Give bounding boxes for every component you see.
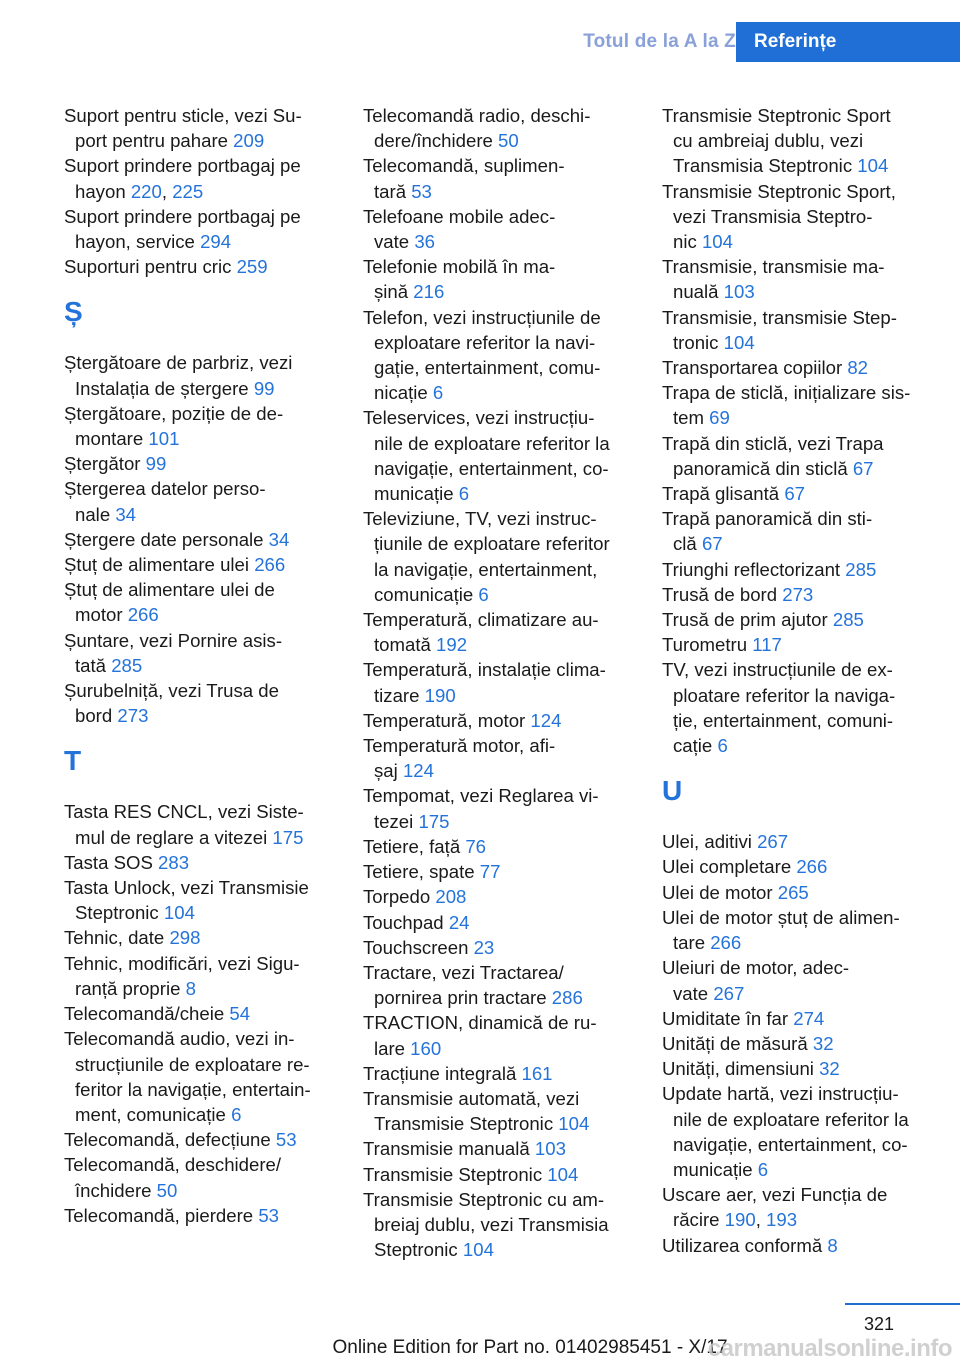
index-column-2	[363, 103, 633, 1262]
page-ref-link[interactable]: 76	[465, 835, 487, 857]
index-entry	[662, 103, 932, 179]
index-entry	[363, 859, 633, 884]
index-entry	[64, 925, 334, 950]
page-ref-link[interactable]: 283	[158, 851, 190, 873]
index-term: Suport prindere portbagaj pe hayon	[64, 155, 301, 202]
index-entry	[662, 557, 932, 582]
index-term: TV, vezi instrucțiunile de ex- ploatare referitor la naviga- ție, entertainment, comuni- cație	[662, 659, 896, 757]
index-column-1	[64, 103, 334, 1228]
page-ref-link[interactable]: 266	[710, 932, 742, 954]
index-entry	[662, 955, 932, 1005]
index-entry	[363, 1162, 633, 1187]
index-entry: Uscare aer, vezi Funcția de răcire 190, 193	[662, 1184, 888, 1231]
index-entry	[363, 204, 633, 254]
index-entry	[662, 829, 932, 854]
index-term: Televiziune, TV, vezi instruc- țiunile de exploatare referitor la navigație, entertainment, comunicație	[363, 508, 610, 605]
index-entry	[64, 552, 334, 577]
index-entry	[64, 678, 334, 728]
page-ref-link[interactable]: 117	[752, 634, 782, 656]
page-ref-link[interactable]: 67	[701, 533, 723, 555]
index-term: Touchpad	[363, 911, 449, 933]
index-entry	[363, 834, 633, 859]
page-number: 321	[863, 1314, 894, 1334]
index-entry	[363, 103, 633, 153]
index-letter-heading: Ș	[64, 296, 83, 328]
index-entry	[662, 305, 932, 355]
page-ref-link[interactable]: 23	[473, 936, 495, 958]
page-ref-link[interactable]: 104	[857, 155, 889, 177]
page-ref-link[interactable]: 36	[414, 231, 435, 253]
index-entry	[363, 884, 633, 909]
footer-rule	[845, 1303, 960, 1305]
index-entry	[64, 1152, 334, 1202]
index-term: Tasta Unlock, vezi Transmisie Steptronic	[64, 877, 309, 924]
index-term: Trapă panoramică din sti- clă	[662, 508, 873, 555]
page-ref-link[interactable]: 265	[777, 881, 809, 903]
index-entry: Suport prindere portbagaj pe hayon 220, 225	[64, 155, 301, 202]
page-ref-link[interactable]: 190	[424, 684, 456, 706]
index-term: Transportarea copiilor	[662, 357, 848, 379]
index-term: Transmisie, transmisie ma- nuală	[662, 256, 885, 303]
index-entry	[662, 380, 932, 430]
index-term: Temperatură, instalație clima- tizare	[363, 659, 606, 706]
index-term: Tetiere, față	[363, 835, 466, 857]
page-ref-link[interactable]: 274	[793, 1007, 825, 1029]
page-ref-link[interactable]: 175	[418, 810, 450, 832]
index-term: Suport pentru sticle, vezi Su- port pentru pahare	[64, 105, 302, 152]
page-ref-link[interactable]: 285	[111, 654, 143, 676]
index-entry	[662, 355, 932, 380]
index-entry	[662, 854, 932, 879]
page-ref-link[interactable]: 99	[145, 453, 167, 475]
index-term: Transmisie Steptronic	[363, 1163, 548, 1185]
page-ref-link[interactable]: 124	[530, 709, 562, 731]
index-term: Telecomandă, defecțiune	[64, 1129, 276, 1151]
index-term: Suport prindere portbagaj pe hayon, service	[64, 205, 301, 253]
index-entry	[363, 254, 633, 304]
index-term: Șurubelniță, vezi Trusa de bord	[64, 680, 279, 727]
index-term: Temperatură, climatizare au- tomată	[363, 609, 599, 656]
index-term: Unități, dimensiuni	[662, 1058, 820, 1080]
index-term: TRACTION, dinamică de ru- lare	[363, 1012, 597, 1059]
index-entry	[64, 476, 334, 526]
index-term: Ulei completare	[662, 856, 797, 878]
index-entry	[64, 1001, 334, 1026]
index-term: Uscare aer, vezi Funcția de răcire	[662, 1184, 888, 1231]
index-term: Transmisie, transmisie Step- tronic	[662, 306, 897, 353]
index-term: Telecomandă, deschidere/ închidere	[64, 1154, 282, 1201]
index-entry	[363, 1187, 633, 1263]
page-ref-link[interactable]: 101	[148, 428, 180, 450]
index-term: Telecomandă audio, vezi in- strucțiunile de exploatare re- feritor la navigație, entertain- ment, comunicație	[64, 1028, 311, 1125]
index-entry	[662, 880, 932, 905]
page-ref-link[interactable]: 99	[253, 377, 275, 399]
index-entry	[662, 1233, 932, 1258]
page-ref-link[interactable]: 6	[757, 1158, 769, 1180]
page-ref-link[interactable]: 266	[127, 604, 159, 626]
index-term: Telecomandă/cheie	[64, 1003, 230, 1025]
page-ref-link[interactable]: 50	[498, 130, 519, 152]
tab-references[interactable]: Referințe	[736, 22, 960, 62]
index-term: Turometru	[662, 634, 753, 656]
index-term: Uleiuri de motor, adec- vate	[662, 957, 850, 1004]
page-ref-link[interactable]: 6	[458, 483, 470, 505]
index-term: Ștergere date personale	[64, 528, 269, 550]
page-ref-link[interactable]: 286	[551, 987, 583, 1009]
page-ref-link[interactable]: 225	[172, 180, 204, 202]
page-ref-link[interactable]: 273	[782, 583, 814, 605]
index-entry	[662, 431, 932, 481]
index-term: Temperatură motor, afi- șaj	[363, 735, 556, 782]
index-entry	[363, 783, 633, 833]
index-entry	[64, 204, 334, 254]
index-entry	[662, 1006, 932, 1031]
index-entry	[64, 103, 334, 153]
index-term: Update hartă, vezi instrucțiu- nile de exploatare referitor la navigație, entertainment, co- municație	[662, 1083, 909, 1180]
index-entry	[363, 960, 633, 1010]
index-term: Transmisie Steptronic Sport cu ambreiaj dublu, vezi Transmisia Steptronic	[662, 105, 891, 177]
index-entry	[662, 1081, 932, 1182]
index-entry	[64, 875, 334, 925]
index-entry	[363, 607, 633, 657]
page-ref-link[interactable]: 8	[827, 1234, 838, 1256]
index-term: Suporturi pentru cric	[64, 256, 237, 278]
index-term: Touchscreen	[363, 936, 474, 958]
index-term: Ulei, aditivi	[662, 831, 758, 853]
index-term: Utilizarea conformă	[662, 1234, 828, 1256]
index-letter-heading: T	[64, 745, 82, 777]
index-term: Șuntare, vezi Pornire asis- tată	[64, 629, 283, 676]
index-entry	[64, 850, 334, 875]
index-term: Transmisie automată, vezi Transmisie Steptronic	[363, 1087, 580, 1135]
index-term: Trusă de prim ajutor	[662, 609, 833, 631]
index-entry	[662, 905, 932, 955]
page-ref-link[interactable]: 32	[812, 1032, 834, 1054]
index-term: Trapă glisantă	[662, 483, 785, 505]
index-term: Teleservices, vezi instrucțiu- nile de exploatare referitor la navigație, entertainment, co- municație	[363, 407, 610, 505]
page-ref-link[interactable]: 24	[448, 911, 470, 933]
index-entry	[662, 1031, 932, 1056]
footer-edition: Online Edition for Part no. 01402985451 - X/17	[332, 1337, 728, 1358]
page-ref-link[interactable]: 104	[558, 1113, 590, 1135]
index-entry	[363, 733, 633, 783]
index-term: Transmisie Steptronic Sport, vezi Transmisia Steptro- nic	[662, 180, 896, 253]
index-entry	[64, 451, 334, 476]
index-entry	[64, 350, 334, 400]
index-entry	[64, 1127, 334, 1152]
index-term: Torpedo	[363, 886, 436, 908]
page-ref-link[interactable]: 294	[200, 231, 232, 253]
page-ref-link[interactable]: 54	[229, 1003, 251, 1025]
index-entry	[363, 1010, 633, 1060]
index-entry	[363, 506, 633, 607]
index-entry	[662, 254, 932, 304]
index-term: Telefon, vezi instrucțiunile de exploatare referitor la navi- gație, entertainment, comu- nicație	[363, 306, 601, 404]
index-term: Tasta RES CNCL, vezi Siste- mul de reglare a vitezei	[64, 801, 304, 848]
index-entry	[64, 577, 334, 627]
index-term: Tasta SOS	[64, 851, 159, 873]
page-ref-link[interactable]: 175	[272, 826, 304, 848]
page-ref-link[interactable]: 77	[479, 861, 501, 883]
page-ref-link[interactable]: 34	[268, 528, 290, 550]
page-ref-link[interactable]: 266	[796, 856, 828, 878]
page-ref-link[interactable]: 6	[231, 1103, 242, 1125]
index-entry	[662, 1056, 932, 1081]
index-entry	[662, 607, 932, 632]
page-ref-link[interactable]: 220	[130, 180, 162, 202]
page-ref-link[interactable]: 259	[236, 256, 268, 278]
index-entry	[363, 1061, 633, 1086]
index-entry	[662, 179, 932, 255]
index-entry	[662, 632, 932, 657]
index-term: Telefonie mobilă în ma- șină	[363, 256, 556, 303]
index-term: Telecomandă, suplimen- tară	[363, 155, 565, 202]
page-ref-link[interactable]: 216	[413, 281, 445, 303]
index-term: Triunghi reflectorizant	[662, 558, 846, 580]
index-column-3	[662, 103, 932, 1258]
page-ref-link[interactable]: 161	[521, 1062, 553, 1084]
page-ref-link[interactable]: 160	[410, 1037, 442, 1059]
page-ref-link[interactable]: 104	[163, 902, 195, 924]
index-entry	[363, 405, 633, 506]
index-entry	[64, 254, 334, 279]
page-ref-link[interactable]: 6	[432, 382, 444, 404]
index-term: Tehnic, date	[64, 927, 170, 949]
index-term: Ștuț de alimentare ulei de motor	[64, 579, 275, 626]
index-entry	[363, 657, 633, 707]
index-entry	[64, 1203, 334, 1228]
index-entry	[64, 799, 334, 849]
page-ref-link[interactable]: 285	[832, 609, 864, 631]
page-ref-link[interactable]: 53	[258, 1204, 280, 1226]
index-entry	[64, 1026, 334, 1127]
index-entry	[662, 506, 932, 556]
index-term: Ștergerea datelor perso- nale	[64, 478, 266, 525]
index-term: Umiditate în far	[662, 1007, 794, 1029]
page-ref-link[interactable]: 104	[547, 1163, 579, 1185]
index-term: Ștergător	[64, 453, 146, 475]
page-ref-link[interactable]: 208	[435, 886, 467, 908]
index-term: Tempomat, vezi Reglarea vi- tezei	[363, 785, 599, 832]
page-ref-link[interactable]: 104	[723, 331, 755, 353]
page-ref-link[interactable]: 6	[717, 735, 728, 757]
index-term: Telecomandă radio, deschi- dere/închidere	[363, 105, 591, 152]
index-term: Ștergătoare de parbriz, vezi Instalația de ștergere	[64, 352, 293, 399]
page-ref-link[interactable]: 103	[534, 1138, 566, 1160]
section-breadcrumb[interactable]: Totul de la A la Z	[583, 31, 736, 52]
index-term: Ulei de motor	[662, 881, 778, 903]
index-term: Temperatură, motor	[363, 709, 531, 731]
index-term: Tractare, vezi Tractarea/ pornirea prin tractare	[363, 961, 564, 1009]
index-entry	[662, 657, 932, 758]
index-entry	[363, 153, 633, 203]
index-entry	[363, 910, 633, 935]
page-ref-link[interactable]: 267	[757, 831, 789, 853]
page-ref-link[interactable]: 69	[709, 407, 730, 429]
index-entry	[64, 951, 334, 1001]
page-ref-link[interactable]: 6	[478, 583, 489, 605]
index-term: Transmisie Steptronic cu am- breiaj dublu, vezi Transmisia Steptronic	[363, 1188, 609, 1261]
index-term: Tetiere, spate	[363, 861, 480, 883]
page-ref-link[interactable]: 267	[713, 982, 745, 1004]
index-term: Ulei de motor ștuț de alimen- tare	[662, 906, 900, 954]
index-letter-heading: U	[662, 775, 683, 807]
index-term: Tehnic, modificări, vezi Sigu- ranță proprie	[64, 952, 300, 999]
index-entry	[363, 935, 633, 960]
index-entry	[662, 481, 932, 506]
page-ref-link[interactable]: 8	[185, 977, 196, 999]
page-ref-link[interactable]: 104	[462, 1239, 494, 1261]
index-entry	[363, 708, 633, 733]
index-term: Ștergătoare, poziție de de- montare	[64, 402, 284, 450]
index-entry	[363, 1136, 633, 1161]
page-header	[0, 22, 960, 62]
page-ref-link[interactable]: 285	[845, 558, 877, 580]
page-ref-link[interactable]: 53	[275, 1129, 297, 1151]
page-ref-link[interactable]: 209	[233, 130, 265, 152]
index-term: Telecomandă, pierdere	[64, 1204, 259, 1226]
page-ref-link[interactable]: 273	[117, 705, 149, 727]
index-entry	[363, 1086, 633, 1136]
page-ref-link[interactable]: 67	[784, 483, 805, 505]
index-term: Trapa de sticlă, inițializare sis- tem	[662, 382, 911, 429]
page-ref-link[interactable]: 193	[766, 1209, 798, 1231]
index-term: Trapă din sticlă, vezi Trapa panoramică din sticlă	[662, 432, 884, 479]
index-entry	[64, 628, 334, 678]
page-ref-link[interactable]: 104	[701, 231, 733, 253]
page-ref-link[interactable]: 190	[724, 1209, 756, 1231]
page-ref-link[interactable]: 82	[847, 357, 869, 379]
index-term: Transmisie manuală	[363, 1138, 535, 1160]
index-term: Ștuț de alimentare ulei	[64, 554, 255, 576]
index-term: Trusă de bord	[662, 583, 783, 605]
page-ref-link[interactable]: 298	[169, 927, 201, 949]
index-entry	[662, 582, 932, 607]
page-ref-link[interactable]: 103	[723, 281, 755, 303]
index-entry	[363, 305, 633, 406]
index-term: Unități de măsură	[662, 1032, 813, 1054]
page-ref-link[interactable]: 32	[819, 1058, 840, 1080]
page-ref-link[interactable]: 34	[115, 503, 137, 525]
index-term: Telefoane mobile adec- vate	[363, 205, 556, 253]
page-ref-link[interactable]: 50	[156, 1179, 178, 1201]
index-entry	[64, 527, 334, 552]
index-entry	[64, 401, 334, 451]
page-ref-link[interactable]: 53	[411, 180, 432, 202]
watermark-logo: carmanualsonline.info	[707, 1335, 952, 1362]
page-ref-link[interactable]: 124	[402, 760, 434, 782]
index-term: Tracțiune integrală	[363, 1062, 522, 1084]
page-ref-link[interactable]: 192	[436, 634, 468, 656]
page-ref-link[interactable]: 67	[852, 457, 874, 479]
page-ref-link[interactable]: 266	[254, 554, 286, 576]
